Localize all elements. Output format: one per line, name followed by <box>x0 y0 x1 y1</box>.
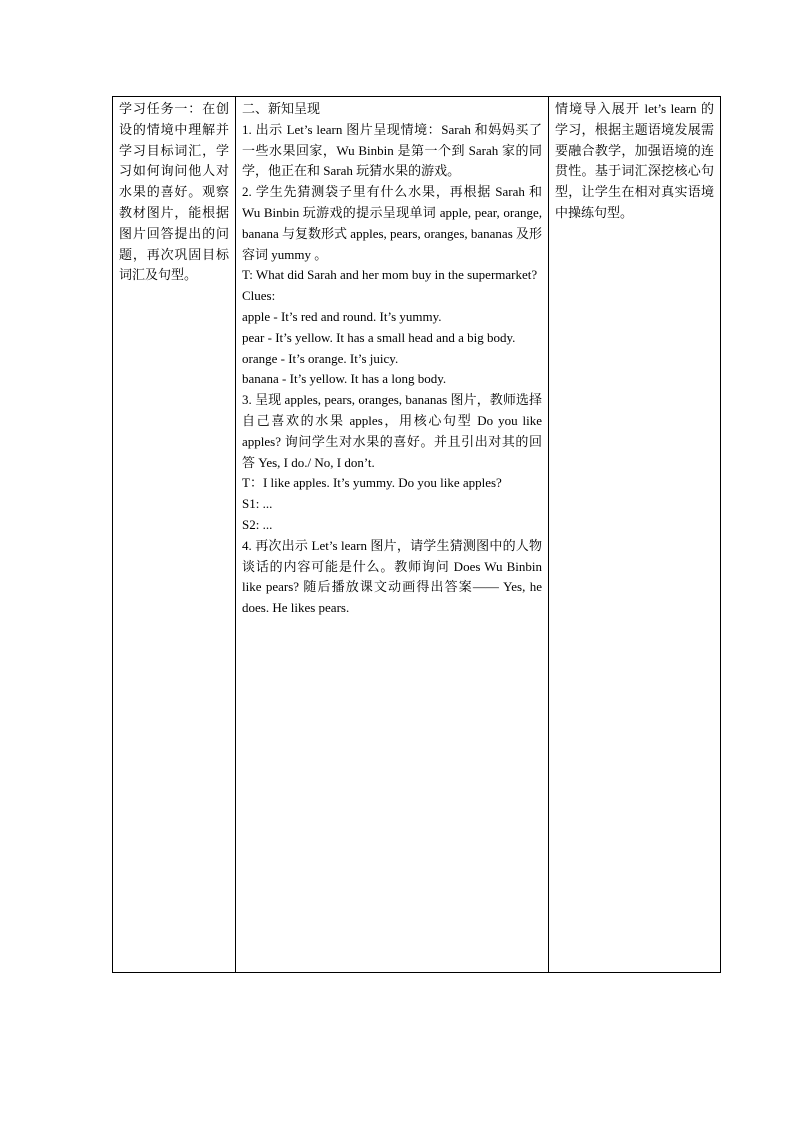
clue-apple: apple - It’s red and round. It’s yummy. <box>242 308 442 324</box>
teacher-question: T: What did Sarah and her mom buy in the supermarket? <box>242 267 538 283</box>
section-heading: 二、新知呈现 <box>242 101 321 116</box>
design-intent-text: 情境导入展开 let’s learn 的学习，根据主题语境发展需要融合教学，加强语境的连贯性。基于词汇深挖核心句型，让学生在相对真实语境中操练句型。 <box>555 101 714 220</box>
teacher-line: T：I like apples. It’s yummy. Do you like apples? <box>242 475 502 491</box>
step-2-text: 2. 学生先猜测袋子里有什么水果，再根据 Sarah 和 Wu Binbin 玩游戏的提示呈现单词 apple, pear, orange, banana 与复数形式 apples, pears, oranges, bananas 及形容词 yummy 。 <box>242 184 542 262</box>
clue-pear: pear - It’s yellow. It has a small head and a big body. <box>242 329 516 345</box>
clue-banana: banana - It’s yellow. It has a long body. <box>242 371 447 387</box>
step-4-text: 4. 再次出示 Let’s learn 图片，请学生猜测图中的人物谈话的内容可能是什么。教师询问 Does Wu Binbin like pears? 随后播放课文动画得出答案—— Yes, he does. He likes pears. <box>242 537 542 616</box>
student-2-line: S2: ... <box>242 516 273 532</box>
clues-label: Clues: <box>242 288 276 304</box>
activity-cell <box>236 97 549 973</box>
student-1-line: S1: ... <box>242 496 273 512</box>
learning-task-cell <box>113 97 236 973</box>
lesson-plan-table <box>112 96 721 973</box>
clue-orange: orange - It’s orange. It’s juicy. <box>242 350 399 366</box>
table-row <box>113 97 721 973</box>
step-1-text: 1. 出示 Let’s learn 图片呈现情境：Sarah 和妈妈买了一些水果回家，Wu Binbin 是第一个到 Sarah 家的同学，他正在和 Sarah 玩猜水果的游戏。 <box>242 121 542 179</box>
design-intent-cell <box>549 97 721 973</box>
step-3-text: 3. 呈现 apples, pears, oranges, bananas 图片，教师选择自己喜欢的水果 apples，用核心句型 Do you like apples? 询问学生对水果的喜好。并且引出对其的回答 Yes, I do./ No, I don’t. <box>242 392 542 470</box>
learning-task-text: 学习任务一：在创设的情境中理解并学习目标词汇，学习如何询问他人对水果的喜好。观察教材图片，能根据图片回答提出的问题，再次巩固目标词汇及句型。 <box>119 101 229 283</box>
